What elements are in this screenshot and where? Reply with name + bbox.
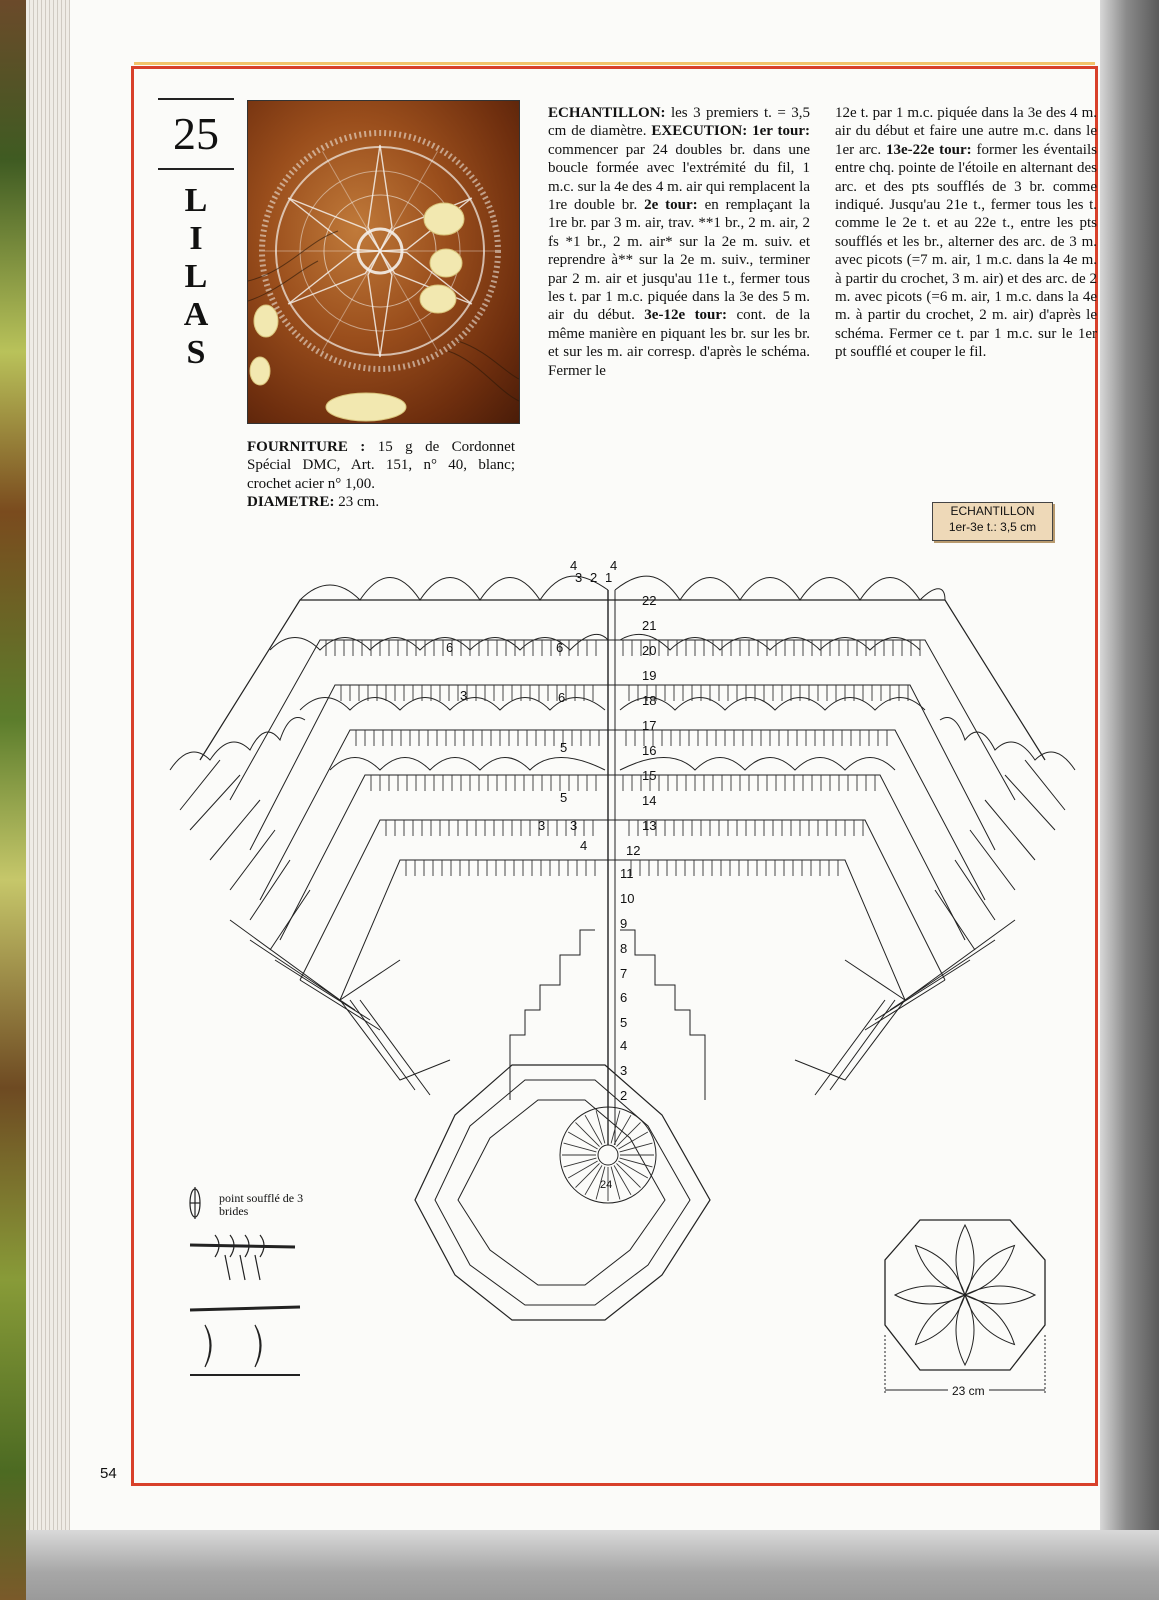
repeat-label: 5 xyxy=(560,790,568,805)
round-12-close-text: 12e t. par 1 m.c. piquée dans la 3e des 4 m. air du début et faire une autre m.c. dans le 1er arc. xyxy=(835,105,1097,158)
diameter-label: DIAMETRE: xyxy=(247,494,335,511)
round-2-label: 2e tour: xyxy=(644,197,698,214)
puff-stitch-legend-label: point soufflé de 3 brides xyxy=(219,1191,304,1218)
row-number-label: 21 xyxy=(642,618,657,633)
adjacent-page-photo xyxy=(0,0,26,1600)
repeat-label: 4 xyxy=(610,560,618,573)
repeat-label: 6 xyxy=(446,640,454,655)
center-stitch-tick xyxy=(611,1167,620,1200)
row-number-label: 3 xyxy=(620,1063,628,1078)
row-number-label: 9 xyxy=(620,916,628,931)
repeat-label: 5 xyxy=(560,740,568,755)
gauge-box-value: 1er-3e t.: 3,5 cm xyxy=(948,520,1037,534)
title-letter: I xyxy=(189,220,205,257)
row-number-label: 10 xyxy=(620,891,635,906)
repeat-label: 3 xyxy=(575,570,583,585)
center-stitch-tick xyxy=(564,1158,597,1167)
repeat-label: 3 xyxy=(538,818,546,833)
center-stitch-tick xyxy=(620,1143,653,1152)
gauge-label: ECHANTILLON: xyxy=(548,105,666,121)
diameter-value: 23 cm. xyxy=(334,494,380,511)
supplies-value: 15 g de Cordonnet Spécial DMC, Art. 151, n° 40, blanc; crochet acier n° 1,00. xyxy=(247,439,516,492)
round-3-12-text: cont. de la même manière en piquant les br. sur les br. et sur les m. air corresp. d'après le schéma. Fermer le xyxy=(548,307,811,379)
instructions-column-2 xyxy=(835,104,1097,362)
instructions-column-1 xyxy=(548,104,810,380)
execution-text: commencer par 24 doubles br. dans une boucle formée avec l'extrémité du fil, 1 m.c. sur la 4e des 4 m. air qui remplacent la 1re double br. xyxy=(548,141,810,214)
row-number-label: 14 xyxy=(642,793,657,808)
row-number-label: 12 xyxy=(626,843,641,858)
center-count-label: 24 xyxy=(600,1179,613,1191)
gauge-box xyxy=(932,502,1053,541)
title-letter: L xyxy=(184,258,210,295)
bottom-shadow xyxy=(26,1530,1159,1600)
round-13-22-label: 13e-22e tour: xyxy=(881,141,972,158)
repeat-label: 1 xyxy=(605,570,613,585)
center-stitch-tick xyxy=(620,1158,653,1167)
execution-label: EXECUTION: 1er tour: xyxy=(651,123,810,140)
row-number-label: 17 xyxy=(642,718,657,733)
supplies-text xyxy=(247,438,515,512)
row-number-label: 2 xyxy=(620,1088,628,1103)
spine-shadow xyxy=(1100,0,1159,1600)
repeat-label: 6 xyxy=(558,690,566,705)
row-number-label: 20 xyxy=(642,643,657,658)
center-stitch-tick xyxy=(611,1111,620,1144)
row-number-label: 19 xyxy=(642,668,657,683)
round-2-text: en remplaçant la 1re br. par 3 m. air, trav. **1 br., 2 m. air, 2 fs *1 br., 2 m. air* sur la 2e m. suiv. et reprendre à** sur la 2e m. suiv., terminer par 2 m. air et jusqu'au 11e t., fermer tous les t. par 1 m.c. piquée dans la 3e des 5 m. air du début. xyxy=(548,197,810,324)
row-number-label: 8 xyxy=(620,941,628,956)
row-number-label: 6 xyxy=(620,990,628,1005)
row-number-label: 5 xyxy=(620,1015,628,1030)
row-number-label: 4 xyxy=(620,1038,628,1053)
pattern-number: 25 xyxy=(158,98,234,170)
row-number-label: 16 xyxy=(642,743,657,758)
diameter-dimension-label: 23 cm xyxy=(948,1384,989,1398)
hook-illustration-2 xyxy=(190,1307,300,1375)
round-3-12-label: 3e-12e tour: xyxy=(644,307,728,324)
doily-photo xyxy=(247,100,520,424)
title-letter: S xyxy=(186,334,208,371)
page-number: 54 xyxy=(100,1465,117,1482)
page-stack-edge xyxy=(26,0,70,1600)
repeat-label: 2 xyxy=(590,570,598,585)
row-number-label: 22 xyxy=(642,593,657,608)
title-letter: A xyxy=(183,296,211,333)
pattern-title xyxy=(172,182,222,372)
gauge-box-title: ECHANTILLON xyxy=(950,504,1035,518)
row-number-label: 18 xyxy=(642,693,657,708)
doily-photo-drawing xyxy=(248,101,519,423)
doily-schematic xyxy=(880,1215,1070,1395)
repeat-label: 4 xyxy=(570,560,578,573)
supplies-label: FOURNITURE : xyxy=(247,439,366,455)
row-number-label: 13 xyxy=(642,818,657,833)
hook-illustration-1 xyxy=(190,1235,295,1280)
repeat-label: 6 xyxy=(556,640,564,655)
title-letter: L xyxy=(184,182,210,219)
row-number-label: 11 xyxy=(620,866,634,881)
round-13-22-text: former les éventails entre chq. pointe de l'étoile en alternant des arc. et des pts soufflés de 3 br. comme indiqué. Jusqu'au 21e t., fermer tous les t. comme le 2e t. et au 22e t., entre les pts soufflés et les br., alterner des arc. de 3 m. avec picots (=7 m. air, 1 m.c. dans la 4e m. à partir du crochet, 3 m. air) et des arc. de 2 m. avec picots (=6 m. air, 1 m.c. dans la 4e m. à partir du crochet, 2 m. air) d'après le schéma. Fermer ce t. par 1 m.c. sur le 1er pt soufflé et couper le fil. xyxy=(835,141,1097,361)
gauge-text: les 3 premiers t. = 3,5 cm de diamètre. xyxy=(548,105,810,140)
center-stitch-tick xyxy=(564,1143,597,1152)
row-number-label: 7 xyxy=(620,966,628,981)
row-number-label: 15 xyxy=(642,768,657,783)
repeat-label: 3 xyxy=(460,688,468,703)
repeat-label: 3 xyxy=(570,818,578,833)
repeat-label: 4 xyxy=(580,838,588,853)
